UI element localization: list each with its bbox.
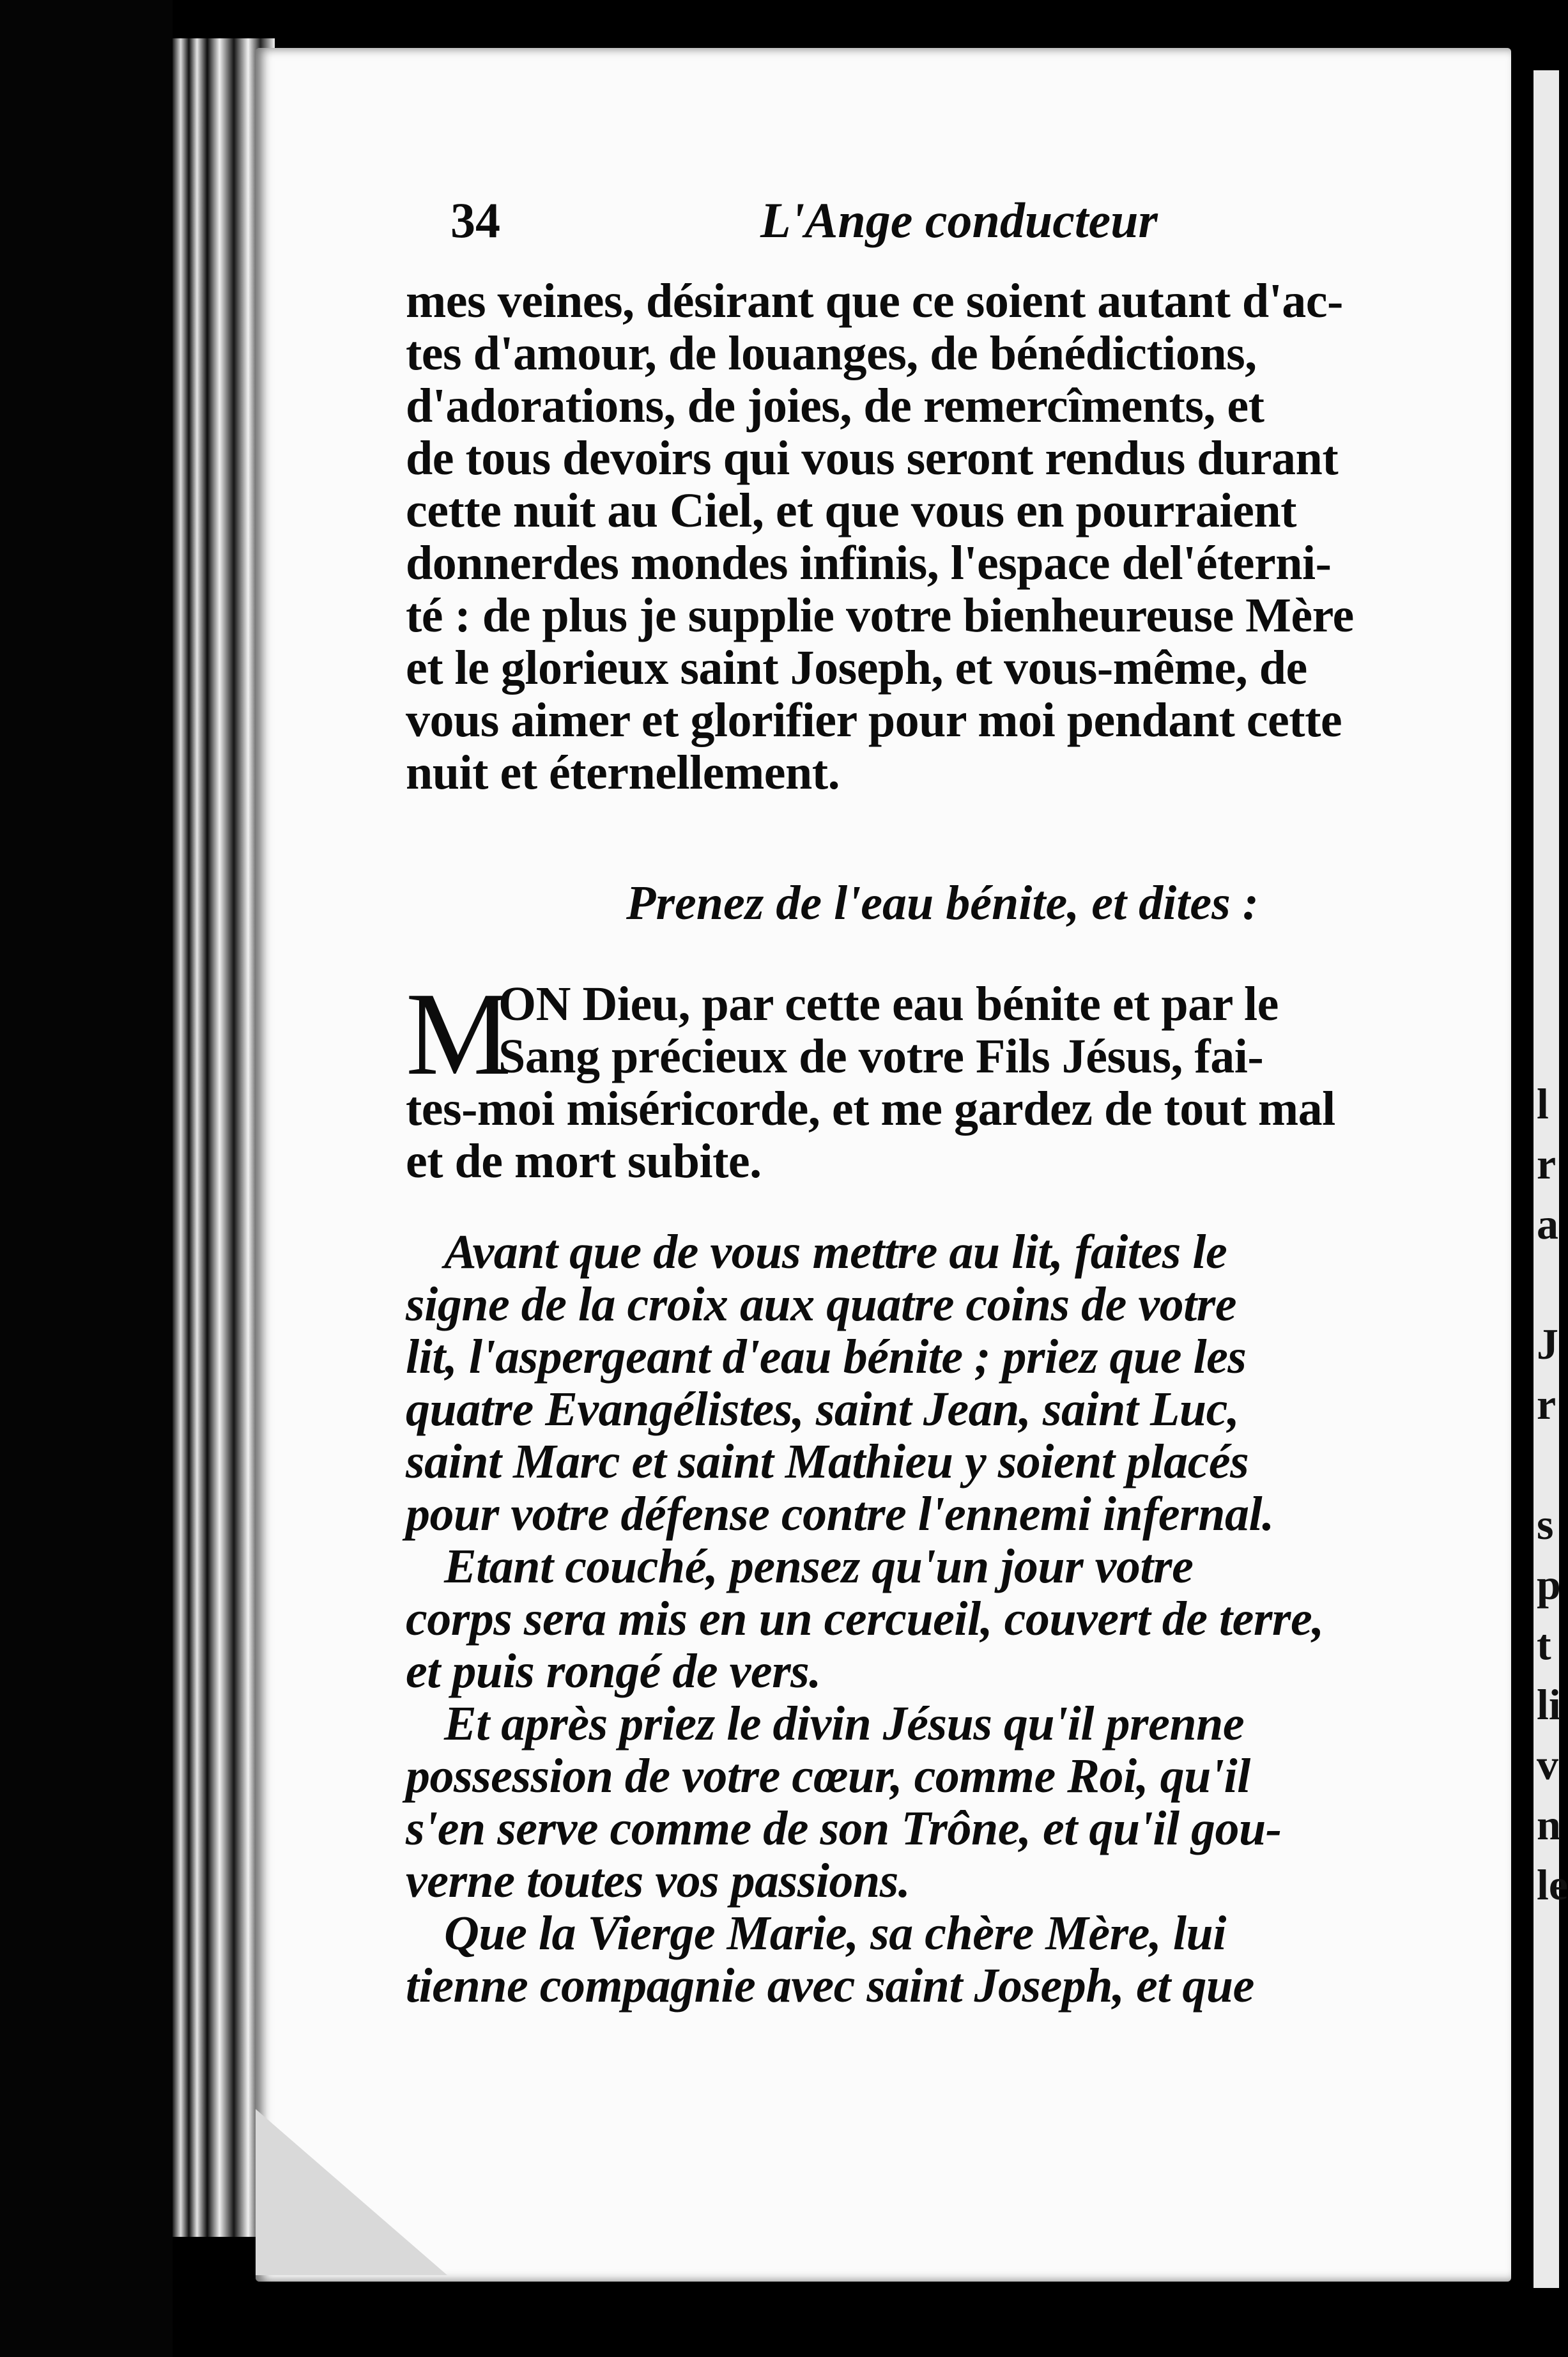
text-line: té : de plus je supplie votre bienheureuse Mère — [406, 589, 1354, 642]
small-caps-word: ON — [498, 977, 571, 1031]
rubric: Prenez de l'eau bénite, et dites : — [626, 876, 1259, 930]
text-line: et puis rongé de vers. — [406, 1644, 821, 1698]
facing-page-text — [1537, 1074, 1568, 1915]
text-line: Et après priez le divin Jésus qu'il prenne — [444, 1697, 1245, 1750]
facing-page-fragment: p — [1537, 1560, 1561, 1609]
facing-page-fragment — [1537, 1434, 1559, 1494]
text-line: corps sera mis en un cercueil, couvert de terre, — [406, 1592, 1324, 1646]
text-fragment: Dieu, par cette eau bénite et par le — [582, 977, 1279, 1031]
text-line: s'en serve comme de son Trône, et qu'il gou- — [406, 1802, 1282, 1855]
page-corner-fold — [256, 2109, 447, 2275]
text-line: d'adorations, de joies, de remercîments, et — [406, 379, 1264, 433]
holy-water-prayer — [406, 968, 1428, 1188]
page-text — [406, 192, 1428, 2012]
text-line: et le glorieux saint Joseph, et vous-même, de — [406, 641, 1307, 695]
text-line: pour votre défense contre l'ennemi infernal. — [406, 1487, 1274, 1541]
facing-page-fragment: r — [1537, 1380, 1556, 1428]
facing-page-fragment: n — [1537, 1800, 1561, 1849]
facing-page-fragment: s — [1537, 1500, 1554, 1549]
instruction-sign-of-cross — [406, 1226, 1428, 1540]
text-line: quatre Evangélistes, saint Jean, saint Luc, — [406, 1382, 1240, 1436]
text-line: et de mort subite. — [406, 1134, 762, 1188]
book-spine — [0, 0, 173, 2357]
facing-page-fragment: li — [1537, 1680, 1561, 1729]
text-line: mes veines, désirant que ce soient autant d'ac- — [406, 274, 1343, 328]
running-title: L'Ange conducteur — [760, 192, 1158, 248]
text-line: Etant couché, pensez qu'un jour votre — [444, 1540, 1194, 1593]
text-line: signe de la croix aux quatre coins de votre — [406, 1278, 1237, 1331]
page-number: 34 — [450, 192, 500, 248]
text-line: verne toutes vos passions. — [406, 1854, 911, 1908]
facing-page-fragment — [1537, 1254, 1559, 1314]
running-head — [406, 192, 1428, 275]
facing-page-fragment: t — [1537, 1620, 1551, 1669]
text-line: tienne compagnie avec saint Joseph, et que — [406, 1959, 1254, 2013]
text-line: Que la Vierge Marie, sa chère Mère, lui — [444, 1906, 1226, 1960]
text-line: donnerdes mondes infinis, l'espace del'éterni- — [406, 536, 1332, 590]
paragraph-prayer-continuation — [406, 275, 1428, 799]
text-line — [406, 978, 1428, 1030]
drop-cap: M — [406, 968, 512, 1100]
facing-page-fragment: a — [1537, 1200, 1558, 1248]
facing-page-fragment: v — [1537, 1740, 1558, 1789]
facing-page-fragment: r — [1537, 1140, 1556, 1188]
facing-page-fragment: le — [1537, 1860, 1568, 1909]
instruction-pray-jesus — [406, 1697, 1428, 1907]
text-line: vous aimer et glorifier pour moi pendant cette — [406, 693, 1342, 747]
text-line: possession de votre cœur, comme Roi, qu'il — [406, 1749, 1250, 1803]
text-line: Avant que de vous mettre au lit, faites le — [444, 1225, 1227, 1279]
facing-page-fragment: l — [1537, 1079, 1549, 1128]
text-line: de tous devoirs qui vous seront rendus durant — [406, 431, 1339, 485]
text-line: saint Marc et saint Mathieu y soient placés — [406, 1435, 1249, 1488]
text-line: nuit et éternellement. — [406, 746, 840, 800]
instruction-lying-down — [406, 1540, 1428, 1697]
text-line: tes d'amour, de louanges, de bénédictions, — [406, 327, 1257, 380]
text-line: tes-moi miséricorde, et me gardez de tout mal — [406, 1082, 1335, 1136]
text-line: lit, l'aspergeant d'eau bénite ; priez que les — [406, 1330, 1247, 1384]
instruction-virgin-mary — [406, 1907, 1428, 2012]
facing-page-fragment: J — [1537, 1320, 1558, 1368]
text-line: cette nuit au Ciel, et que vous en pourraient — [406, 484, 1296, 537]
text-line: Sang précieux de votre Fils Jésus, fai- — [498, 1030, 1264, 1083]
